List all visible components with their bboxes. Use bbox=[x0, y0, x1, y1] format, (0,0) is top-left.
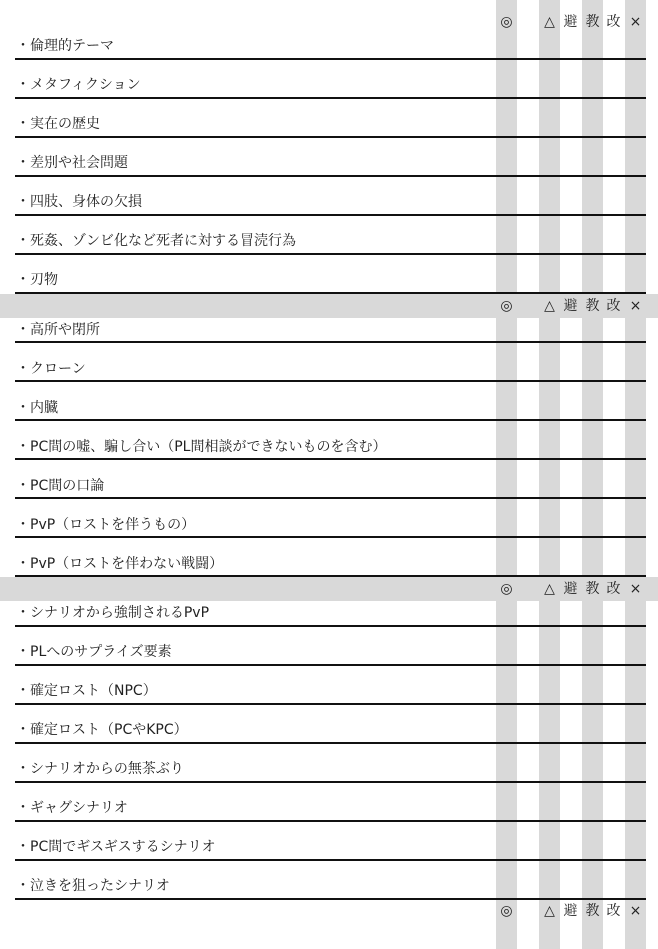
topic-item: ・実在の歴史 bbox=[16, 116, 100, 132]
topic-item: ・メタフィクション bbox=[16, 77, 141, 93]
header-avoid: 避 bbox=[563, 903, 578, 919]
header-avoid: 避 bbox=[563, 298, 578, 314]
topic-item: ・PvP（ロストを伴わない戦闘） bbox=[16, 556, 224, 572]
row-divider bbox=[15, 742, 646, 744]
header-cross: × bbox=[629, 581, 642, 597]
header-teach: 教 bbox=[585, 903, 600, 919]
topic-item: ・内臓 bbox=[16, 400, 58, 416]
topic-item: ・PC間の口論 bbox=[16, 478, 105, 494]
header-triangle: △ bbox=[544, 903, 555, 919]
row-divider bbox=[15, 703, 646, 705]
rating-column-shade-2 bbox=[539, 0, 560, 949]
topic-item: ・PLへのサプライズ要素 bbox=[16, 644, 172, 660]
topic-item: ・PC間の嘘、騙し合い（PL間相談ができないものを含む） bbox=[16, 439, 387, 455]
header-double-circle: ◎ bbox=[500, 581, 513, 597]
row-divider bbox=[15, 781, 646, 783]
rating-column-shade-4 bbox=[625, 0, 646, 949]
row-divider bbox=[15, 253, 646, 255]
row-divider bbox=[15, 458, 646, 460]
row-divider bbox=[15, 97, 646, 99]
row-divider bbox=[15, 136, 646, 138]
row-divider bbox=[15, 575, 646, 577]
row-divider bbox=[15, 898, 646, 900]
header-modify: 改 bbox=[606, 581, 621, 597]
topic-item: ・確定ロスト（PCやKPC） bbox=[16, 722, 188, 738]
header-cross: × bbox=[629, 903, 642, 919]
header-cross: × bbox=[629, 298, 642, 314]
header-triangle: △ bbox=[544, 581, 555, 597]
rating-header bbox=[496, 10, 658, 34]
header-teach: 教 bbox=[585, 581, 600, 597]
topic-item: ・四肢、身体の欠損 bbox=[16, 194, 142, 210]
header-cross: × bbox=[629, 14, 642, 30]
header-triangle: △ bbox=[544, 298, 555, 314]
header-double-circle: ◎ bbox=[500, 903, 513, 919]
row-divider bbox=[15, 820, 646, 822]
topic-item: ・倫理的テーマ bbox=[16, 38, 114, 54]
topic-item: ・高所や閉所 bbox=[16, 322, 100, 338]
rating-header bbox=[496, 899, 658, 923]
topic-item: ・ギャグシナリオ bbox=[16, 800, 128, 816]
topic-item: ・シナリオからの無茶ぶり bbox=[16, 761, 184, 777]
header-modify: 改 bbox=[606, 14, 621, 30]
row-divider bbox=[15, 175, 646, 177]
header-modify: 改 bbox=[606, 903, 621, 919]
topic-item: ・PC間でギスギスするシナリオ bbox=[16, 839, 216, 855]
header-double-circle: ◎ bbox=[500, 298, 513, 314]
header-avoid: 避 bbox=[563, 14, 578, 30]
row-divider bbox=[15, 292, 646, 294]
row-divider bbox=[15, 419, 646, 421]
row-divider bbox=[15, 214, 646, 216]
header-avoid: 避 bbox=[563, 581, 578, 597]
row-divider bbox=[15, 536, 646, 538]
topic-item: ・クローン bbox=[16, 361, 86, 377]
row-divider bbox=[15, 859, 646, 861]
topic-item: ・差別や社会問題 bbox=[16, 155, 128, 171]
row-divider bbox=[15, 341, 646, 343]
topic-item: ・刃物 bbox=[16, 272, 58, 288]
header-triangle: △ bbox=[544, 14, 555, 30]
topic-item: ・確定ロスト（NPC） bbox=[16, 683, 157, 699]
header-teach: 教 bbox=[585, 298, 600, 314]
header-double-circle: ◎ bbox=[500, 14, 513, 30]
topic-item: ・PvP（ロストを伴うもの） bbox=[16, 517, 196, 533]
rating-header bbox=[496, 577, 658, 601]
row-divider bbox=[15, 625, 646, 627]
header-modify: 改 bbox=[606, 298, 621, 314]
rating-header bbox=[496, 294, 658, 318]
topic-item: ・シナリオから強制されるPvP bbox=[16, 605, 210, 621]
topic-item: ・死姦、ゾンビ化など死者に対する冒涜行為 bbox=[16, 233, 296, 249]
row-divider bbox=[15, 58, 646, 60]
rating-column-shade-3 bbox=[582, 0, 603, 949]
rating-column-shade-1 bbox=[496, 0, 517, 949]
header-teach: 教 bbox=[585, 14, 600, 30]
row-divider bbox=[15, 664, 646, 666]
topic-item: ・泣きを狙ったシナリオ bbox=[16, 878, 170, 894]
row-divider bbox=[15, 497, 646, 499]
row-divider bbox=[15, 380, 646, 382]
